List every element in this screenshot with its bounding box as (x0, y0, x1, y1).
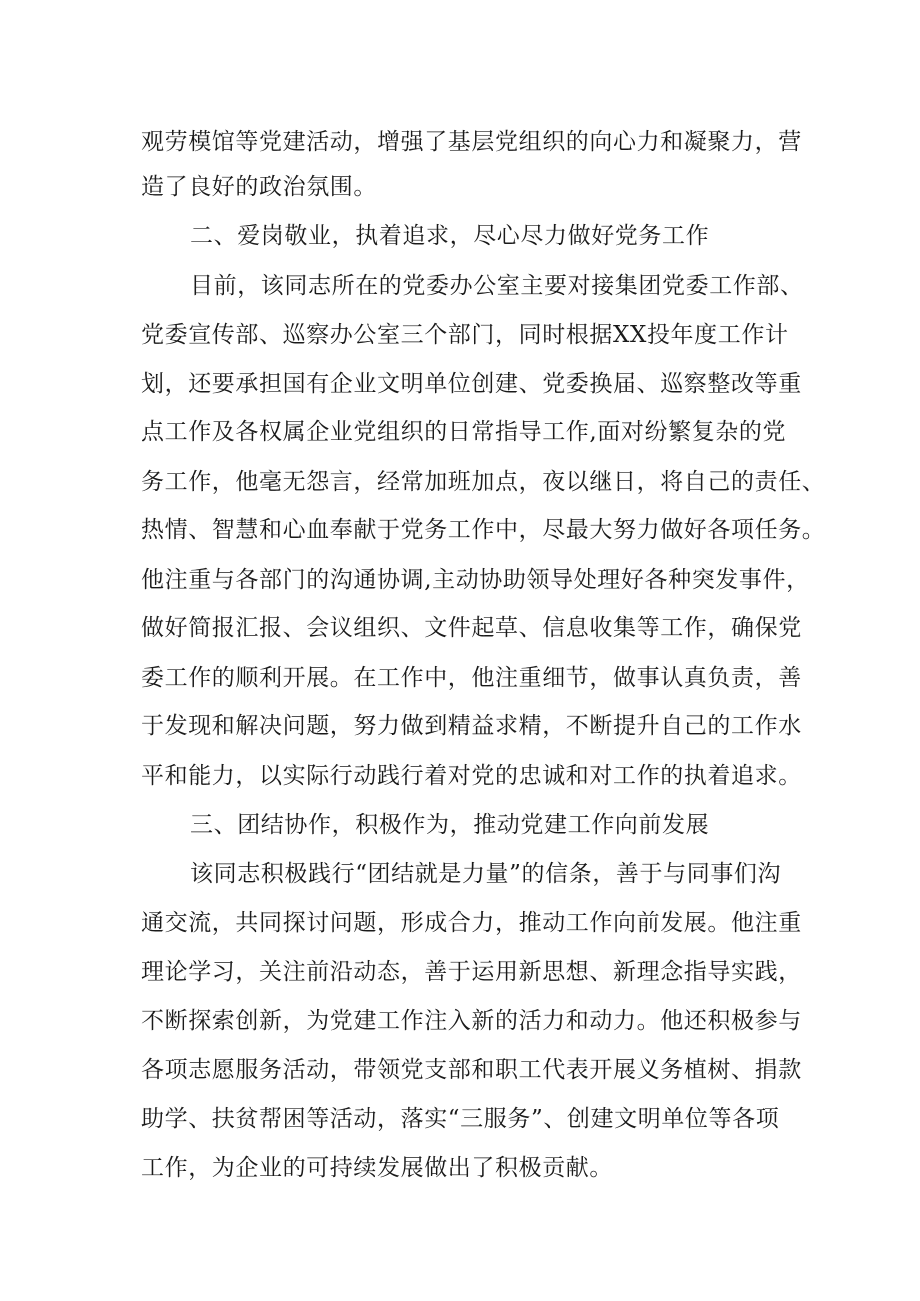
section-heading-3: 三、团结协作，积极作为，推动党建工作向前发展 (190, 812, 710, 838)
paragraph-line: 通交流，共同探讨问题，形成合力，推动工作向前发展。他注重 (141, 910, 802, 936)
paragraph-line: 做好简报汇报、会议组织、文件起草、信息收集等工作，确保党 (141, 615, 802, 641)
paragraph-line: 党委宣传部、巡察办公室三个部门，同时根据XX投年度工作计 (141, 322, 789, 348)
paragraph-line: 造了良好的政治氛围。 (141, 174, 377, 200)
paragraph-line: 观劳模馆等党建活动，增强了基层党组织的向心力和凝聚力，营 (141, 129, 802, 155)
paragraph-line: 理论学习，关注前沿动态，善于运用新思想、新理念指导实践， (141, 959, 802, 985)
paragraph-line: 他注重与各部门的沟通协调,主动协助领导处理好各种突发事件， (141, 567, 810, 593)
paragraph-line: 各项志愿服务活动，带领党支部和职工代表开展义务植树、捐款 (141, 1057, 802, 1083)
paragraph-line: 热情、智慧和心血奉献于党务工作中，尽最大努力做好各项任务。 (141, 517, 826, 543)
paragraph-line: 点工作及各权属企业党组织的日常指导工作,面对纷繁复杂的党 (141, 419, 787, 445)
paragraph-line: 务工作，他毫无怨言，经常加班加点，夜以继日，将自己的责任、 (141, 469, 826, 495)
section-heading-2: 二、爱岗敬业，执着追求，尽心尽力做好党务工作 (190, 223, 710, 249)
paragraph-line: 工作，为企业的可持续发展做出了积极贡献。 (141, 1155, 613, 1181)
paragraph-line: 不断探索创新，为党建工作注入新的活力和动力。他还积极参与 (141, 1008, 802, 1034)
paragraph-line: 该同志积极践行“团结就是力量”的信条，善于与同事们沟 (190, 861, 782, 887)
paragraph-line: 委工作的顺利开展。在工作中，他注重细节，做事认真负责，善 (141, 665, 802, 691)
paragraph-line: 目前，该同志所在的党委办公室主要对接集团党委工作部、 (190, 273, 804, 299)
paragraph-line: 于发现和解决问题，努力做到精益求精，不断提升自己的工作水 (141, 713, 802, 739)
paragraph-line: 划，还要承担国有企业文明单位创建、党委换届、巡察整改等重 (141, 371, 802, 397)
paragraph-line: 平和能力，以实际行动践行着对党的忠诚和对工作的执着追求。 (141, 763, 802, 789)
paragraph-line: 助学、扶贫帮困等活动，落实“三服务”、创建文明单位等各项 (141, 1106, 780, 1132)
